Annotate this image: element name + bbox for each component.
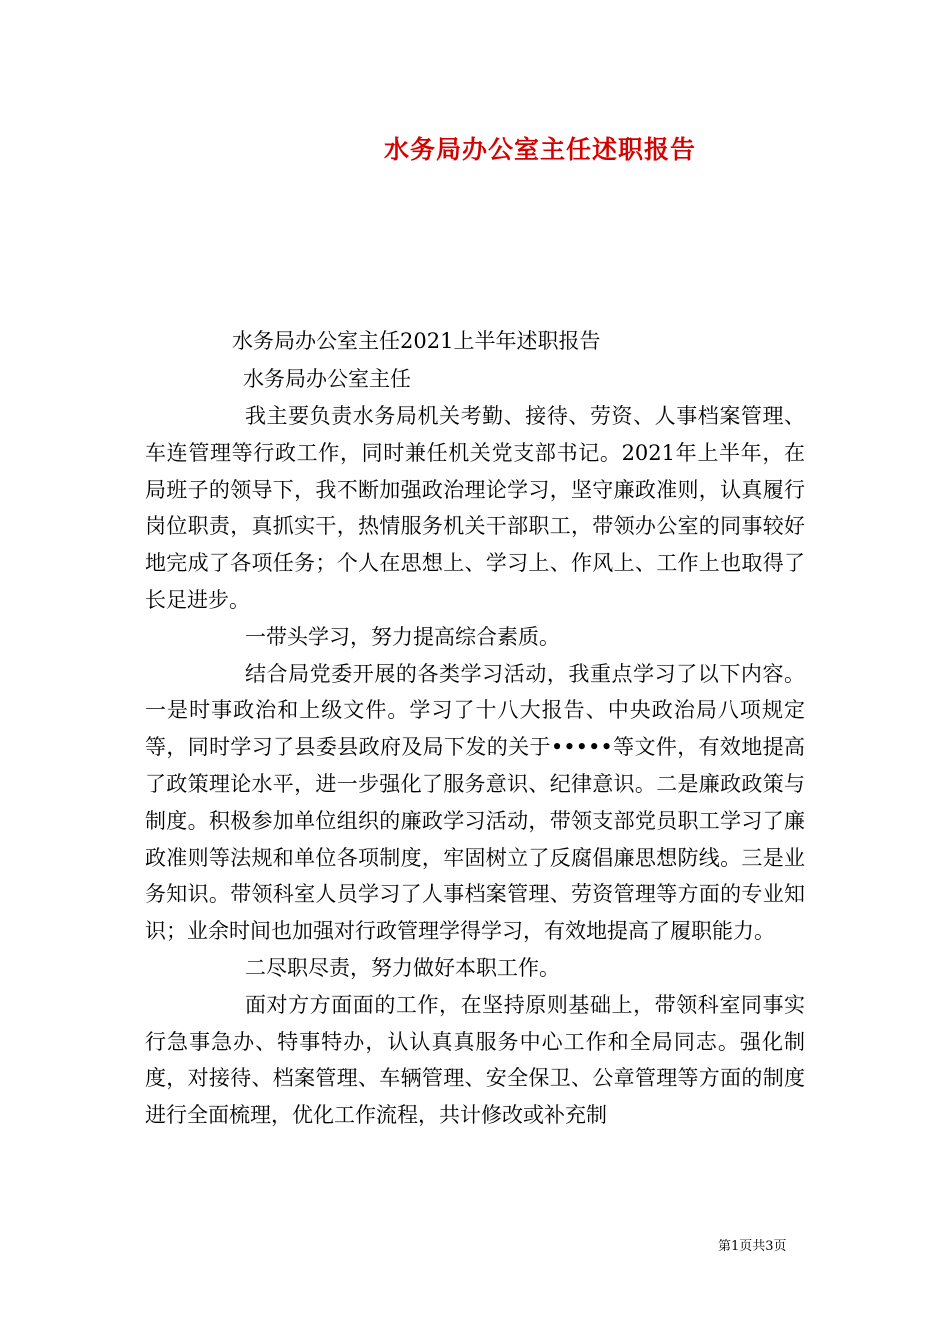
report-subtitle: 水务局办公室主任2021上半年述职报告 — [232, 329, 601, 353]
section-heading-2: 二尽职尽责，努力做好本职工作。 — [245, 955, 560, 980]
paragraph-study: 结合局党委开展的各类学习活动，我重点学习了以下内容。一是时事政治和上级文件。学习了十八大报告、中央政治局八项规定等，同时学习了县委县政府及局下发的关于•••••等文件，有效地提高了政策理论水平，进一步强化了服务意识、纪律意识。二是廉政政策与制度。积极参加单位组织的廉政学习活动，带领支部党员职工学习了廉政准则等法规和单位各项制度，牢固树立了反腐倡廉思想防线。三是业务知识。带领科室人员学习了人事档案管理、劳资管理等方面的专业知识；业余时间也加强对行政管理学得学习，有效地提高了履职能力。 — [145, 661, 805, 944]
document-title: 水务局办公室主任述职报告 — [383, 135, 696, 164]
paragraph-intro: 我主要负责水务局机关考勤、接待、劳资、人事档案管理、车连管理等行政工作，同时兼任机关党支部书记。2021年上半年，在局班子的领导下，我不断加强政治理论学习，坚守廉政准则，认真履行岗位职责，真抓实干，热情服务机关干部职工，带领办公室的同事较好地完成了各项任务；个人在思想上、学习上、作风上、工作上也取得了长足进步。 — [145, 404, 805, 612]
author-line: 水务局办公室主任 — [243, 367, 411, 391]
page-number: 第1页共3页 — [718, 1239, 787, 1254]
paragraph-duties: 面对方方面面的工作，在坚持原则基础上，带领科室同事实行急事急办、特事特办，认认真真服务中心工作和全局同志。强化制度，对接待、档案管理、车辆管理、安全保卫、公章管理等方面的制度进行全面梳理，优化工作流程，共计修改或补充制 — [145, 992, 805, 1128]
report-body — [145, 398, 805, 1134]
section-heading-1: 一带头学习，努力提高综合素质。 — [245, 624, 560, 649]
